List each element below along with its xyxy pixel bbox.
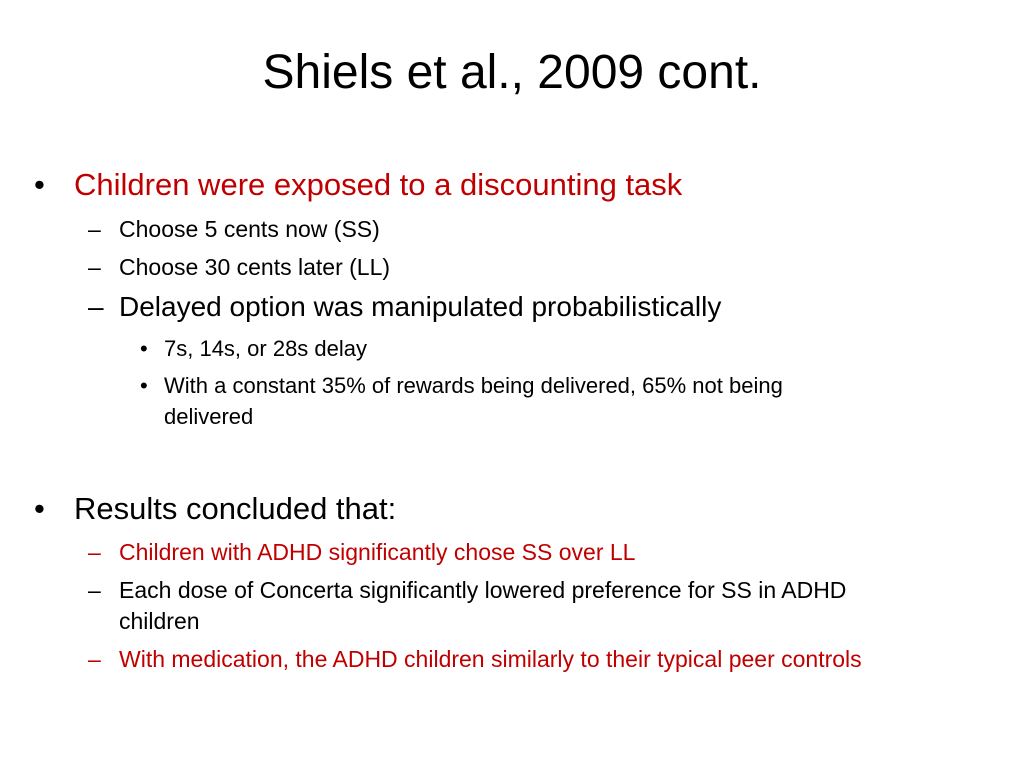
section1-sub1: Choose 5 cents now (SS) bbox=[119, 216, 380, 242]
dash-marker: – bbox=[88, 539, 101, 565]
dash-marker: – bbox=[88, 577, 101, 603]
slide-title: Shiels et al., 2009 cont. bbox=[262, 46, 762, 99]
bullet-marker: • bbox=[140, 336, 148, 361]
section2-sub1: Children with ADHD significantly chose SS over LL bbox=[119, 539, 636, 565]
section1-sub3: Delayed option was manipulated probabilistically bbox=[119, 291, 722, 322]
dash-marker: – bbox=[88, 291, 104, 322]
dash-marker: – bbox=[88, 216, 101, 242]
bullet-marker: • bbox=[140, 373, 148, 398]
bullet-marker: • bbox=[34, 167, 45, 202]
section2-sub3: With medication, the ADHD children similarly to their typical peer controls bbox=[119, 646, 862, 672]
section1-sub3-item-a: 7s, 14s, or 28s delay bbox=[164, 336, 368, 361]
section2-sub2-line1: Each dose of Concerta significantly lowered preference for SS in ADHD bbox=[119, 577, 847, 603]
section1-heading: Children were exposed to a discounting task bbox=[74, 167, 683, 202]
section1-sub3-item-b-line2: delivered bbox=[164, 404, 254, 429]
bullet-marker: • bbox=[34, 491, 45, 526]
section2-sub2-line2: children bbox=[119, 608, 200, 634]
dash-marker: – bbox=[88, 254, 101, 280]
section1-sub3-item-b-line1: With a constant 35% of rewards being delivered, 65% not being bbox=[164, 373, 783, 398]
section1-sub2: Choose 30 cents later (LL) bbox=[119, 254, 391, 280]
dash-marker: – bbox=[88, 646, 101, 672]
section2-heading: Results concluded that: bbox=[74, 491, 397, 526]
